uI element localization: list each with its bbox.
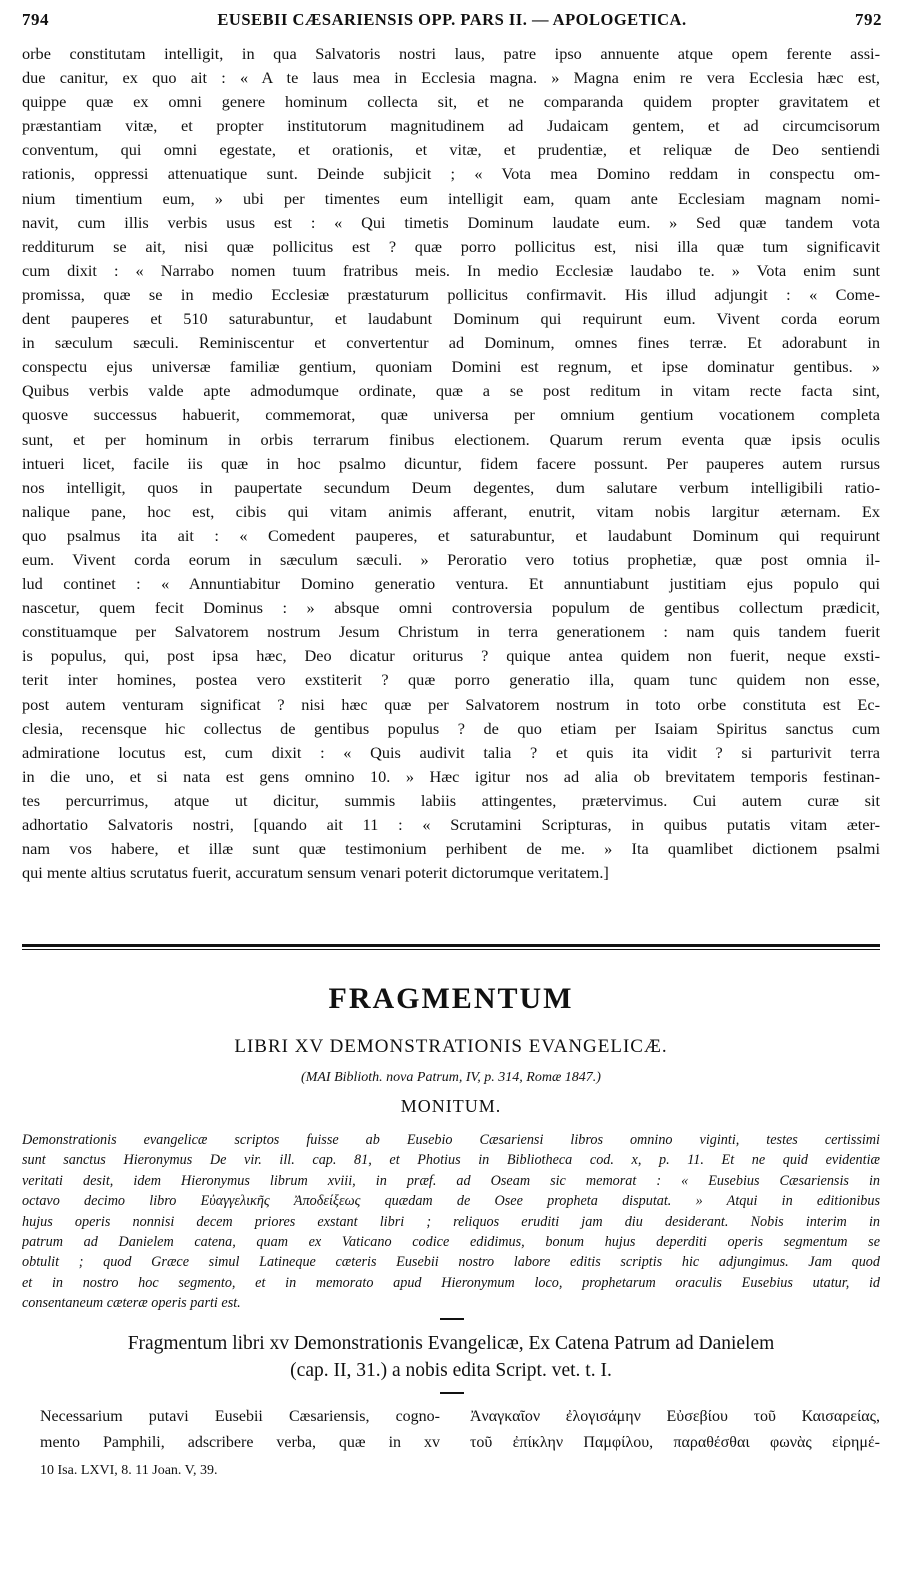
text-line: Quibus verbis valde apte admodumque ordinate, quæ a se post reditum in vitam recte facta sint,: [22, 381, 880, 401]
greek-column: [470, 1404, 880, 1456]
monitum-line: octavo decimo libro Εὐαγγελικῆς Ἀποδείξεως quædam de Osee propheta disputat. » Atqui in editionibus: [22, 1193, 880, 1210]
greek-line: Ἀναγκαῖον ἐλογισάμην Εὐσεβίου τοῦ Καισαρείας,: [470, 1408, 880, 1425]
fragment-heading: [22, 1330, 880, 1384]
text-line: promissa, quæ se in medio Ecclesiæ præstaturum pollicitus confirmavit. His illud adjungit : « Come-: [22, 284, 880, 304]
monitum-line: veritati desit, idem Hieronymus librum xviii, in præf. ad Oseam sic memorat : « Eusebius Cæsariensis in: [22, 1172, 880, 1189]
text-line: dent pauperes et 510 saturabuntur, et laudabunt Dominum qui requirunt eum. Vivent corda eorum: [22, 309, 880, 329]
running-title: EUSEBII CÆSARIENSIS OPP. PARS II. — APOLOGETICA.: [217, 10, 687, 29]
monitum-line: hujus operis nonnisi decem priores exstant libri ; reliquos eruditi jam diu desiderant. Nobis interim in: [22, 1213, 880, 1230]
footnotes: 10 Isa. LXVI, 8. 11 Joan. V, 39.: [40, 1463, 218, 1478]
text-line: eum. Vivent corda eorum in sæculum sæculi. » Peroratio vero totius prophetiæ, quæ post omnia il-: [22, 549, 880, 569]
text-line: nos intelligit, quos in paupertate secundum Deum degentes, dum salutare verbum intelligibili ratio-: [22, 477, 880, 497]
text-line: lud continet : « Annuntiabitur Domino generatio ventura. Et annuntiabunt justitiam ejus populo qui: [22, 574, 880, 594]
commentary-text: [22, 42, 880, 885]
latin-line: Necessarium putavi Eusebii Cæsariensis, cogno-: [40, 1408, 440, 1425]
text-line: navit, cum illis verbis usus est : « Qui timetis Dominum laudate eum. » Sed quæ tandem vota: [22, 212, 880, 232]
text-line: adhortatio Salvatoris nostri, [quando ait 11 : « Scrutamini Scripturas, in quibus putatis vitam æter-: [22, 815, 880, 834]
text-line: in die uno, et si nata est gens omnino 10. » Hæc igitur nos ad alia ob brevitatem temporis festinan-: [22, 766, 880, 786]
monitum-line: Demonstrationis evangelicæ scriptos fuisse ab Eusebio Cæsariensi libros omnino viginti, testes certissimi: [22, 1132, 880, 1148]
latin-line: mento Pamphili, adscribere verba, quæ in xv: [40, 1434, 440, 1451]
section-divider: [22, 944, 880, 950]
latin-column: [40, 1404, 440, 1456]
page-number-left: 794: [22, 10, 49, 29]
running-head: [22, 10, 882, 38]
text-line: conventum, qui omni egestate, et orationis, et vitæ, et prudentiæ, et reliquæ de Deo sentiendi: [22, 140, 880, 160]
monitum-line: patrum ad Danielem catena, quam ex Vaticano codice edidimus, bonum hujus deperditi operis segmentum se: [22, 1233, 880, 1250]
text-line: redditurum se ait, nisi quæ pollicitus est ? quæ porro pollicitus est, nisi illa quæ tum significavit: [22, 236, 880, 256]
fragment-heading-line: (cap. II, 31.) a nobis edita Script. vet. t. I.: [290, 1360, 612, 1381]
text-line: cum dixit : « Narrabo nomen tuum fratribus meis. In medio Ecclesiæ laudabo te. » Vota enim sunt: [22, 260, 880, 280]
text-line: quippe quæ ex omni genere hominum collecta sit, et ne comparanda quidem propter gravitatem et: [22, 92, 880, 112]
text-line: nam vos habere, et illæ sunt quæ testimonium perhibent de me. » Ita quamlibet dictionem psalmi: [22, 839, 880, 859]
fragment-title: FRAGMENTUM: [328, 982, 574, 1015]
fragment-subtitle: LIBRI XV DEMONSTRATIONIS EVANGELICÆ.: [234, 1036, 668, 1057]
text-line: constituamque per Salvatorem nostrum Jesum Christum in terra generationem : nam quis tandem fuerit: [22, 622, 880, 642]
text-line: is populus, qui, post ipsa hæc, Deo dicatur oriturus ? quique antea quidem non fuerit, neque exsti-: [22, 646, 880, 666]
monitum-line: sunt sanctus Hieronymus De vir. ill. cap. 81, et Photius in Bibliotheca cod. x, p. 11. Et ne quid evidentiæ: [22, 1152, 880, 1169]
text-line: præstantiam vitæ, et propter institutorum magnitudinem ad Judaicam gentem, et ad circumcisorum: [22, 116, 880, 136]
text-line: quo psalmus ita ait : « Comedent pauperes, et saturabuntur, et laudabunt Dominum qui requirunt: [22, 525, 880, 545]
text-line: admiratione locutus est, cum dixit : « Quis audivit talia ? et quis ita vidit ? si parturivit terra: [22, 742, 880, 762]
monitum-heading: MONITUM.: [400, 1096, 502, 1116]
text-line: in sæculum sæculi. Reminiscentur et convertentur ad Dominum, omnes fines terræ. Et adorabunt in: [22, 333, 880, 353]
fragment-source: (MAI Biblioth. nova Patrum, IV, p. 314, Romæ 1847.): [301, 1070, 601, 1085]
greek-line: τοῦ ἐπίκλην Παμφίλου, παραθέσθαι φωνὰς εἰρημέ-: [470, 1434, 880, 1451]
text-line: nium timentium eum, » ubi per timentes eum intelligit eam, quam ante Ecclesiam magnam nomi-: [22, 188, 880, 208]
text-line: nascetur, quem fecit Dominus : » absque omni controversia populum de gentibus collectum prædicit,: [22, 598, 880, 618]
monitum-line: consentaneum cæteræ operis parti est.: [22, 1295, 241, 1312]
text-line: post autem venturam significat ? nisi hæc quæ per Salvatorem nostrum in toto orbe constituta est Ec-: [22, 694, 880, 714]
text-line: qui mente altius scrutatus fuerit, accuratum sensum venari poterit dictorumque veritatem.]: [22, 863, 609, 883]
text-line: due canitur, ex quo ait : « A te laus mea in Ecclesia magna. » Magna enim re vera Ecclesia hæc est,: [22, 68, 880, 88]
text-line: intueri licet, facile iis quæ in hoc psalmo dicuntur, fidem facere possunt. Per pauperes autem rursus: [22, 453, 880, 473]
text-line: sunt, et per hominum in orbis terrarum finibus electionem. Quarum rerum eventa quæ ipsis oculis: [22, 429, 880, 449]
text-line: conspectu ejus universæ familiæ gentium, quoniam Domini est regnum, et ipse dominatur gentibus. »: [22, 357, 880, 377]
short-rule: [440, 1318, 464, 1320]
monitum-line: et in nostro hoc segmento, et in memorato apud Hieronymum loco, prophetarum oraculis Eusebius utatur, id: [22, 1274, 880, 1291]
page-number-right: 792: [855, 10, 882, 29]
text-line: terit inter homines, postea vero exstiterit ? quæ porro generatio illa, quam tunc quidem non esse,: [22, 670, 880, 690]
monitum-text: [22, 1130, 880, 1314]
text-line: nalique pane, hoc est, cibis qui vitam animis afferant, enutrit, vitam nobis largitur æternam. Ex: [22, 501, 880, 521]
text-line: orbe constitutam intelligit, in qua Salvatoris nostri laus, patre ipso annuente atque opem ferente assi-: [22, 44, 880, 63]
short-rule: [440, 1392, 464, 1394]
monitum-line: obtulit ; quod Græce simul Latineque cæteris Eusebii nostro labore editis scriptis hic adjungimus. Jam quod: [22, 1254, 880, 1271]
text-line: tes percurrimus, atque ut dicitur, summis labiis attingentes, prætervimus. Cui autem curæ sit: [22, 790, 880, 810]
fragment-heading-line: Fragmentum libri xv Demonstrationis Evangelicæ, Ex Catena Patrum ad Danielem: [127, 1333, 775, 1354]
text-line: clesia, recensque hic collectus de gentibus populus ? de quo etiam per Isaiam Spiritus sanctus cum: [22, 718, 880, 738]
text-line: rationis, oppressi attenuatique sunt. Deinde subjicit ; « Vota mea Domino reddam in conspectu om-: [22, 164, 880, 184]
text-line: quosve successus habuerit, commemorat, quæ universa per omnium gentium vocationem completa: [22, 405, 880, 425]
